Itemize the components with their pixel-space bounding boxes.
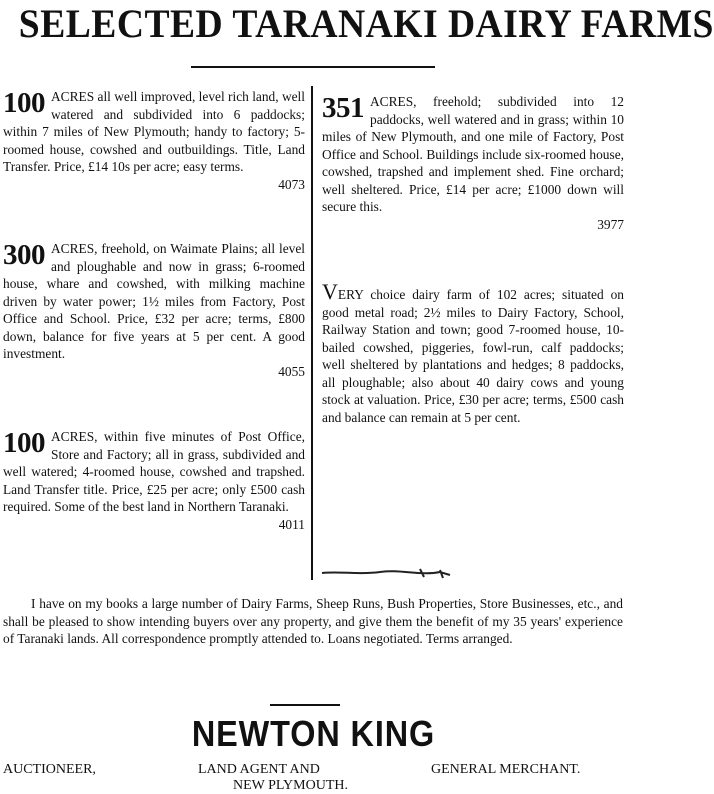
location-new-plymouth: NEW PLYMOUTH. [233,778,349,793]
role-auctioneer: AUCTIONEER, [3,762,96,777]
role-land-agent: LAND AGENT AND [198,762,320,777]
listing-100-acres-improved [3,88,305,193]
listing-text: ACRES, freehold; subdivided into 12 paddocks, well watered and in grass; within 10 miles of New Plymouth, and one mile of Factory, Post Office and School. Buildings include six-roomed house, cowshed, trapshed and implement shed. Fine orchard; well sheltered. Price, £14 per acre; £1000 down will secure this. [322,94,624,214]
agent-name: NEWTON KING [191,713,436,754]
listing-ref: 3977 [597,216,624,232]
listing-acreage: 100 [3,87,45,119]
listing-text: ERY choice dairy farm of 102 acres; situated on good metal road; 2½ miles to Dairy Factory, School, Railway Station and town; good 7-roomed house, 10-bailed cowshed, piggeries, fowl-run, calf paddocks; well sheltered by plantations and hedges; 8 paddocks, all ploughable; also about 40 dairy cows and young stock at valuation. Price, £30 per acre; terms, £500 cash and balance can remain at 5 per cent. [322,287,624,425]
smudge-decoration [320,566,470,580]
listing-acreage: 100 [3,427,45,459]
top-rule [191,66,435,68]
listing-300-acres-waimate [3,240,305,380]
column-divider [311,86,313,580]
listing-ref: 4011 [278,516,305,532]
agent-statement: I have on my books a large number of Dairy Farms, Sheep Runs, Bush Properties, Store Businesses, etc., and shall be pleased to show intending buyers over any property, and give them the benefit of my 35 years' experience of Taranaki lands. All correspondence promptly attended to. Loans negotiated. Terms arranged. [3,596,623,646]
listing-ref: 4073 [278,176,305,192]
listing-acreage: 351 [322,92,364,124]
listing-text: ACRES, within five minutes of Post Office, Store and Factory; all in grass, subdivided and well watered; 4-roomed house, cowshed and trapshed. Land Transfer title. Price, £25 per acre; only £500 cash required. Some of the best land in Northern Taranaki. [3,429,305,514]
listing-ref: 4055 [278,363,305,379]
listing-351-acres [322,93,624,233]
middle-rule [270,704,340,706]
listing-text: ACRES all well improved, level rich land, well watered and subdivided into 6 paddocks; within 7 miles of New Plymouth; handy to factory; 5-roomed house, cowshed and outbuildings. Title, Land Transfer. Price, £14 10s per acre; easy terms. [3,89,305,174]
headline: SELECTED TARANAKI DAIRY FARMS [18,1,714,46]
listing-102-acres-choice [322,279,624,426]
listing-acreage: 300 [3,239,45,271]
listing-text: ACRES, freehold, on Waimate Plains; all level and ploughable and now in grass; 6-roomed house, whare and cowshed, with milking machine driven by water power; 1½ miles from Factory, Post Office and School. Price, £32 per acre; terms, £800 down, balance for five years at 5 per cent. A good investment. [3,241,305,361]
role-general-merchant: GENERAL MERCHANT. [431,762,581,777]
drop-cap: V [322,279,338,304]
listing-100-acres-post-office [3,428,305,533]
